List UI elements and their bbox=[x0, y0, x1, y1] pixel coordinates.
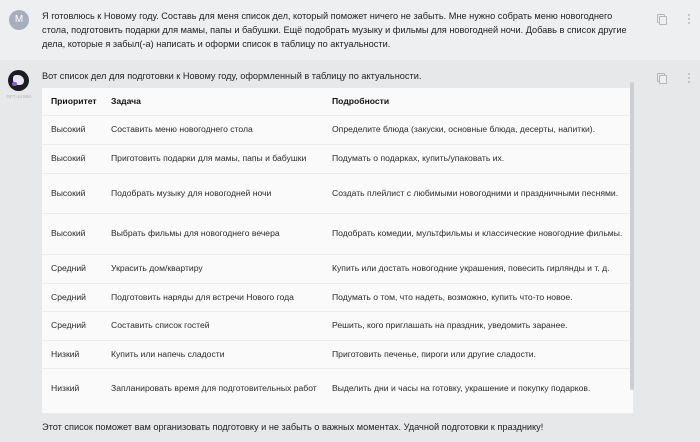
header-details: Подробности bbox=[332, 95, 390, 106]
table-scrollbar[interactable] bbox=[630, 82, 634, 390]
cell-task: Запланировать время для подготовительных работ bbox=[111, 368, 332, 408]
cell-priority: Высокий bbox=[42, 173, 111, 213]
header-priority: Приоритет bbox=[51, 95, 97, 106]
cell-details: Приготовить печенье, пироги или другие сладости. bbox=[332, 340, 631, 368]
cell-details: Подобрать комедии, мультфильмы и классические новогодние фильмы. bbox=[332, 213, 631, 254]
cell-priority: Высокий bbox=[42, 213, 111, 254]
cell-priority: Низкий bbox=[42, 340, 111, 368]
table-row bbox=[42, 213, 631, 254]
cell-details: Определите блюда (закуски, основные блюда, десерты, напитки). bbox=[332, 115, 631, 144]
table-row bbox=[42, 144, 631, 173]
table-row bbox=[42, 115, 631, 144]
user-message-text: Я готовлюсь к Новому году. Составь для меня список дел, который поможет ничего не забыть. Мне нужно собрать меню новогоднего стола, подготовить подарки для мамы, папы и бабушки. Ещё подобрать музыку и фильмы для новогодней ночи. Добавь в список другие дела, которые я забыл(-а) написать и оформи список в таблицу по актуальности. bbox=[42, 11, 627, 49]
todo-table bbox=[42, 88, 631, 408]
cell-task: Выбрать фильмы для новогоднего вечера bbox=[111, 213, 332, 254]
assistant-message bbox=[0, 60, 700, 442]
table-row bbox=[42, 340, 631, 368]
cell-task: Подобрать музыку для новогодней ночи bbox=[111, 173, 332, 213]
model-name-label: GPT-4o Mini bbox=[6, 94, 32, 99]
cell-details: Решить, кого приглашать на праздник, уведомить заранее. bbox=[332, 311, 631, 340]
cell-priority: Низкий bbox=[42, 368, 111, 408]
table-row bbox=[42, 368, 631, 408]
cell-task: Составить меню новогоднего стола bbox=[111, 115, 332, 144]
user-message bbox=[0, 0, 700, 60]
cell-priority: Средний bbox=[42, 283, 111, 311]
assistant-intro-text: Вот список дел для подготовки к Новому году, оформленный в таблицу по актуальности. bbox=[42, 71, 422, 81]
cell-priority: Средний bbox=[42, 254, 111, 283]
cell-details: Выделить дни и часы на готовку, украшение и покупку подарков. bbox=[332, 368, 631, 408]
table-row bbox=[42, 283, 631, 311]
cell-priority: Средний bbox=[42, 311, 111, 340]
cell-task: Подготовить наряды для встречи Нового года bbox=[111, 283, 332, 311]
cell-task: Украсить дом/квартиру bbox=[111, 254, 332, 283]
cell-task: Составить список гостей bbox=[111, 311, 332, 340]
table-row bbox=[42, 311, 631, 340]
user-avatar: M bbox=[9, 10, 29, 30]
cell-task: Купить или напечь сладости bbox=[111, 340, 332, 368]
cell-details: Создать плейлист с любимыми новогодними и праздничными песнями. bbox=[332, 173, 631, 213]
cell-details: Подумать о подарках, купить/упаковать их. bbox=[332, 144, 631, 173]
cell-details: Подумать о том, что надеть, возможно, купить что-то новое. bbox=[332, 283, 631, 311]
copy-icon[interactable] bbox=[657, 73, 666, 83]
cell-details: Купить или достать новогодние украшения, повесить гирлянды и т. д. bbox=[332, 254, 631, 283]
table-header-row bbox=[42, 88, 631, 115]
header-task: Задача bbox=[111, 95, 141, 106]
assistant-outro-text: Этот список поможет вам организовать подготовку и не забыть о важных моментах. Удачной подготовки к празднику! bbox=[42, 422, 544, 432]
more-vertical-icon[interactable] bbox=[688, 14, 691, 24]
table-row bbox=[42, 254, 631, 283]
cell-task: Приготовить подарки для мамы, папы и бабушки bbox=[111, 144, 332, 173]
assistant-avatar-icon bbox=[8, 70, 29, 91]
more-vertical-icon[interactable] bbox=[688, 73, 691, 83]
todo-table-container bbox=[42, 88, 633, 413]
cell-priority: Высокий bbox=[42, 144, 111, 173]
copy-icon[interactable] bbox=[657, 14, 666, 24]
cell-priority: Высокий bbox=[42, 115, 111, 144]
table-row bbox=[42, 173, 631, 213]
